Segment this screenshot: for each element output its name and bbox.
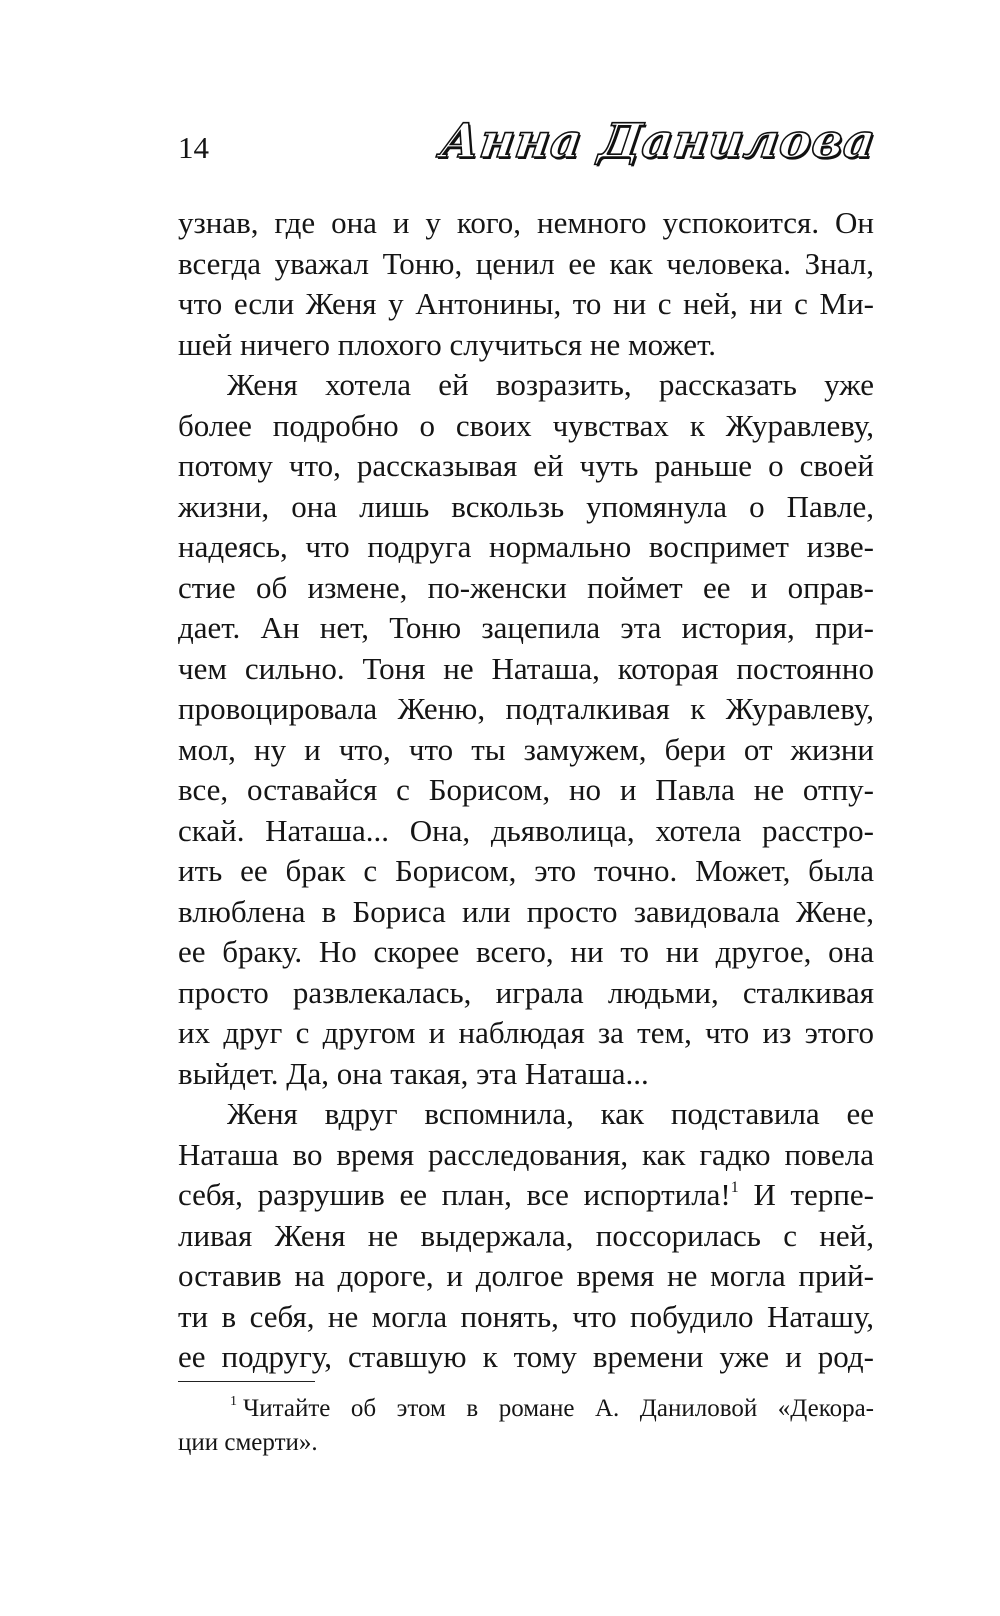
footnote-mark: 1 xyxy=(230,1394,237,1409)
text-line: влюблена в Бориса или просто завидовала Жене, xyxy=(178,893,874,929)
text-line: скай. Наташа... Она, дьяволица, хотела расстро- xyxy=(178,812,874,848)
text-line: чем сильно. Тоня не Наташа, которая постоянно xyxy=(178,650,874,686)
text-line: их друг с другом и наблюдая за тем, что из этого xyxy=(178,1015,874,1050)
text-line: мол, ну и что, что ты замужем, бери от жизни xyxy=(178,731,874,767)
footnote-divider xyxy=(178,1381,315,1382)
text-line: ее браку. Но скорее всего, ни то ни другое, она xyxy=(178,934,874,969)
footnote-line xyxy=(178,1392,874,1426)
text-line: Женя хотела ей возразить, рассказать уже xyxy=(227,367,874,402)
page-number: 14 xyxy=(178,130,209,165)
text-line: все, оставайся с Борисом, но и Павла не отпу- xyxy=(178,772,874,807)
text-line: выйдет. Да, она такая, эта Наташа... xyxy=(178,1055,649,1091)
footnote-line: ции смерти». xyxy=(178,1429,318,1456)
text-line: ти в себя, не могла понять, что побудило Наташу, xyxy=(178,1298,874,1334)
text-line: ливая Женя не выдержала, поссорилась с ней, xyxy=(178,1217,874,1253)
text-segment: И терпе- xyxy=(738,1177,874,1212)
text-line: просто развлекалась, играла людьми, сталкивая xyxy=(178,974,874,1010)
text-line: провоцировала Женю, подталкивая к Журавлеву, xyxy=(178,691,874,726)
text-line: Наташа во время расследования, как гадко повела xyxy=(178,1136,874,1172)
text-line: ить ее брак с Борисом, это точно. Может, была xyxy=(178,853,874,888)
text-line: стие об измене, по-женски поймет ее и оправ- xyxy=(178,569,874,605)
text-line: Женя вдруг вспомнила, как подставила ее xyxy=(227,1096,874,1131)
text-line: всегда уважал Тоню, ценил ее как человека. Знал, xyxy=(178,245,874,281)
text-line: шей ничего плохого случиться не может. xyxy=(178,326,717,362)
text-line: узнав, где она и у кого, немного успокоится. Он xyxy=(178,205,874,240)
footnote-text: Читайте об этом в романе А. Даниловой «Декора- xyxy=(243,1395,874,1422)
running-head-author: Анна Данилова xyxy=(436,114,879,169)
text-line: оставив на дороге, и долгое время не могла прий- xyxy=(178,1258,874,1293)
text-line: что если Женя у Антонины, то ни с ней, ни с Ми- xyxy=(178,286,874,321)
text-line: жизни, она лишь вскользь упомянула о Павле, xyxy=(178,488,874,524)
text-line-with-footnote xyxy=(178,1175,874,1216)
text-line: ее подругу, ставшую к тому времени уже и род- xyxy=(178,1339,874,1374)
text-segment: себя, разрушив ее план, все испортила! xyxy=(178,1177,731,1212)
text-line: надеясь, что подруга нормально воспримет изве- xyxy=(178,529,874,564)
footnote-reference[interactable]: 1 xyxy=(730,1179,739,1196)
text-line: потому что, рассказывая ей чуть раньше о своей xyxy=(178,448,874,483)
footnote xyxy=(178,1392,874,1460)
text-line: дает. Ан нет, Тоню зацепила эта история, при- xyxy=(178,610,874,645)
text-line: более подробно о своих чувствах к Журавлеву, xyxy=(178,407,874,443)
body-text xyxy=(178,203,874,1378)
